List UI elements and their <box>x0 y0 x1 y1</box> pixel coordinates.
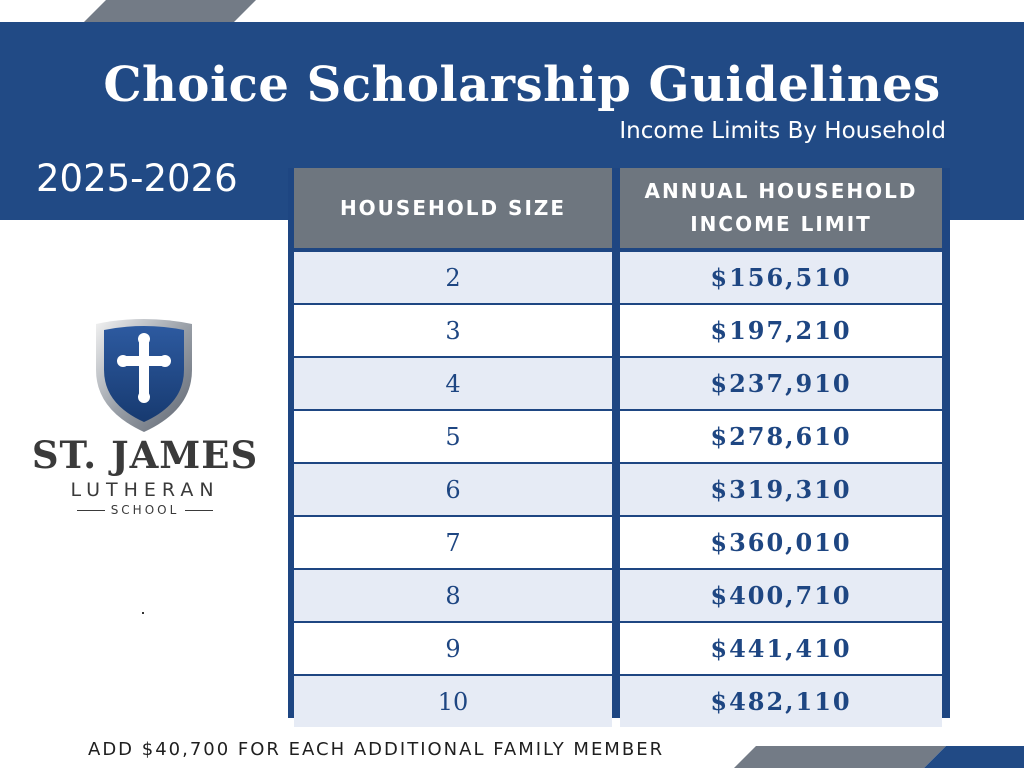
school-year: 2025-2026 <box>36 157 238 200</box>
income-limit-cell: $482,110 <box>620 676 942 727</box>
table-row <box>294 464 942 515</box>
page-subtitle: Income Limits By Household <box>619 118 946 144</box>
header-household-size: HOUSEHOLD SIZE <box>294 168 612 248</box>
household-size-cell: 2 <box>294 252 612 303</box>
table-row <box>294 411 942 462</box>
school-logo <box>20 318 270 528</box>
divider-right <box>185 510 213 511</box>
table-row <box>294 570 942 621</box>
income-limit-cell: $156,510 <box>620 252 942 303</box>
table-row <box>294 623 942 674</box>
income-limit-cell: $278,610 <box>620 411 942 462</box>
household-size-cell: 5 <box>294 411 612 462</box>
school-type-line <box>20 502 270 518</box>
divider-left <box>77 510 105 511</box>
school-name: ST. JAMES <box>31 433 259 477</box>
household-size-cell: 6 <box>294 464 612 515</box>
table-row <box>294 358 942 409</box>
header-income-limit: ANNUAL HOUSEHOLD INCOME LIMIT <box>620 168 942 248</box>
bottom-accent-stripe-gray <box>734 746 946 768</box>
income-limits-table <box>288 168 950 718</box>
school-denomination: LUTHERAN <box>70 479 220 501</box>
income-limit-cell: $441,410 <box>620 623 942 674</box>
household-size-cell: 8 <box>294 570 612 621</box>
income-limit-cell: $360,010 <box>620 517 942 568</box>
income-limit-cell: $319,310 <box>620 464 942 515</box>
household-size-cell: 9 <box>294 623 612 674</box>
table-row <box>294 305 942 356</box>
household-size-cell: 7 <box>294 517 612 568</box>
school-type: SCHOOL <box>110 503 180 517</box>
footer-note: ADD $40,700 FOR EACH ADDITIONAL FAMILY MEMBER <box>88 739 665 760</box>
income-limit-cell: $237,910 <box>620 358 942 409</box>
income-limit-cell: $400,710 <box>620 570 942 621</box>
page-title: Choice Scholarship Guidelines <box>103 57 941 113</box>
household-size-cell: 4 <box>294 358 612 409</box>
top-accent-stripe <box>84 0 256 22</box>
stray-dot <box>142 612 144 614</box>
table-row <box>294 676 942 727</box>
cross-shield-icon <box>94 318 194 434</box>
table-row <box>294 517 942 568</box>
household-size-cell: 10 <box>294 676 612 727</box>
income-limit-cell: $197,210 <box>620 305 942 356</box>
table-row <box>294 252 942 303</box>
household-size-cell: 3 <box>294 305 612 356</box>
